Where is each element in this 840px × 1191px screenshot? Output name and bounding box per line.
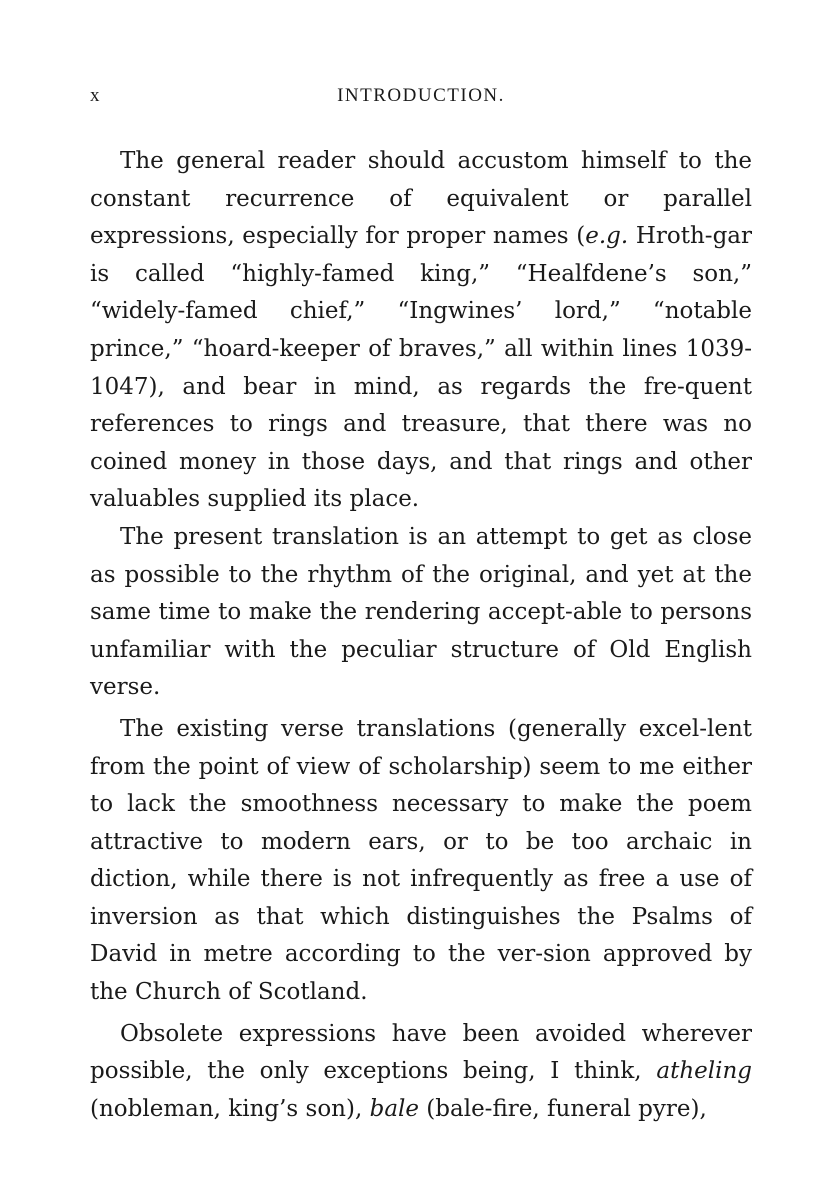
italic-eg: e.g.: [585, 223, 629, 250]
paragraph-4-text-end: (bale-fire, funeral pyre),: [419, 1095, 707, 1122]
paragraph-2: [90, 519, 752, 707]
italic-bale: bale: [369, 1095, 419, 1122]
paragraph-3-text: The existing verse translations (generally excel-lent from the point of view of scholarship) seem to me either to lack the smoothness necessary to make the poem attractive to modern ears, or to be too archaic in diction, while there is not infrequently as free a use of inversion as that which distinguishes the Psalms of David in metre according to the ver-sion approved by the Church of Scotland.: [90, 715, 752, 1006]
italic-atheling: atheling: [656, 1058, 752, 1085]
paragraph-4-text-mid: (nobleman, king’s son),: [90, 1095, 370, 1122]
paragraph-1-text: The general reader should accustom himself to the constant recurrence of equivalent or parallel expressions, especially for proper names (: [90, 148, 752, 250]
running-head: [90, 85, 752, 119]
body-text: [90, 143, 752, 1128]
paragraph-2-text: The present translation is an attempt to get as close as possible to the rhythm of the original, and yet at the same time to make the rendering accept-able to persons unfamiliar with the peculiar structure of Old English verse.: [90, 523, 752, 701]
running-title: INTRODUCTION.: [337, 85, 505, 106]
paragraph-3: [90, 711, 752, 1012]
paragraph-4: [90, 1016, 752, 1129]
paragraph-1-text-cont: Hroth-gar is called “highly-famed king,” “Healfdene’s son,” “widely-famed chief,” “Ingwines’ lord,” “notable prince,” “hoard-keeper of braves,” all within lines 1039-1047), and bear in mind, as regards the fre-quent references to rings and treasure, that there was no coined money in those days, and that rings and other valuables supplied its place.: [90, 223, 752, 513]
page-number: x: [90, 85, 101, 106]
paragraph-1: [90, 143, 752, 519]
paragraph-4-text: Obsolete expressions have been avoided wherever possible, the only exceptions being, I think,: [90, 1020, 752, 1085]
book-page: [90, 85, 752, 1128]
